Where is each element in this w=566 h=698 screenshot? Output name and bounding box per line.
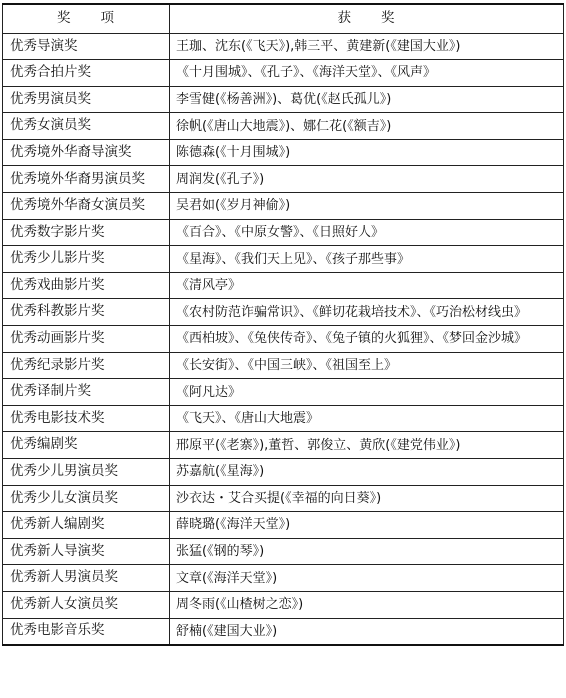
table-row <box>3 459 564 486</box>
table-row <box>3 86 564 113</box>
award-cell: 优秀境外华裔导演奖 <box>3 139 170 166</box>
award-cell: 优秀新人编剧奖 <box>3 512 170 539</box>
award-cell: 优秀女演员奖 <box>3 113 170 140</box>
award-cell: 优秀男演员奖 <box>3 86 170 113</box>
winners-cell: 吴君如(《岁月神偷》) <box>170 193 564 220</box>
winners-cell: 《阿凡达》 <box>170 379 564 406</box>
table-row <box>3 326 564 353</box>
winners-cell: 邢原平(《老寨》),董哲、郭俊立、黄欣(《建党伟业》) <box>170 432 564 459</box>
header-award: 奖 项 <box>3 4 170 33</box>
winners-cell: 文章(《海洋天堂》) <box>170 565 564 592</box>
table-row <box>3 538 564 565</box>
table-row <box>3 352 564 379</box>
table-body <box>3 33 564 645</box>
winners-cell: 《飞天》、《唐山大地震》 <box>170 405 564 432</box>
award-cell: 优秀译制片奖 <box>3 379 170 406</box>
table-row <box>3 379 564 406</box>
winners-cell: 张猛(《钢的琴》) <box>170 538 564 565</box>
table-row <box>3 60 564 87</box>
table-row <box>3 485 564 512</box>
winners-cell: 《星海》、《我们天上见》、《孩子那些事》 <box>170 246 564 273</box>
award-cell: 优秀动画影片奖 <box>3 326 170 353</box>
award-cell: 优秀电影技术奖 <box>3 405 170 432</box>
award-cell: 优秀少儿影片奖 <box>3 246 170 273</box>
table-row <box>3 33 564 60</box>
table-row <box>3 272 564 299</box>
award-cell: 优秀合拍片奖 <box>3 60 170 87</box>
winners-cell: 陈德森(《十月围城》) <box>170 139 564 166</box>
table-header <box>3 4 564 33</box>
header-row <box>3 4 564 33</box>
winners-cell: 舒楠(《建国大业》) <box>170 618 564 645</box>
winners-cell: 苏嘉航(《星海》) <box>170 459 564 486</box>
winners-cell: 周润发(《孔子》) <box>170 166 564 193</box>
winners-cell: 周冬雨(《山楂树之恋》) <box>170 591 564 618</box>
award-cell: 优秀少儿女演员奖 <box>3 485 170 512</box>
winners-cell: 薛晓璐(《海洋天堂》) <box>170 512 564 539</box>
table-row <box>3 591 564 618</box>
award-cell: 优秀新人女演员奖 <box>3 591 170 618</box>
award-cell: 优秀境外华裔男演员奖 <box>3 166 170 193</box>
table-row <box>3 299 564 326</box>
table-row <box>3 246 564 273</box>
table-row <box>3 166 564 193</box>
table-row <box>3 219 564 246</box>
award-cell: 优秀导演奖 <box>3 33 170 60</box>
award-cell: 优秀纪录影片奖 <box>3 352 170 379</box>
winners-cell: 沙衣达・艾合买提(《幸福的向日葵》) <box>170 485 564 512</box>
award-cell: 优秀电影音乐奖 <box>3 618 170 645</box>
award-cell: 优秀新人导演奖 <box>3 538 170 565</box>
table-row <box>3 565 564 592</box>
table-row <box>3 113 564 140</box>
winners-cell: 《西柏坡》、《兔侠传奇》、《兔子镇的火狐狸》、《梦回金沙城》 <box>170 326 564 353</box>
winners-cell: 《农村防范诈骗常识》、《鲜切花栽培技术》、《巧治松材线虫》 <box>170 299 564 326</box>
winners-cell: 《长安街》、《中国三峡》、《祖国至上》 <box>170 352 564 379</box>
table-row <box>3 405 564 432</box>
table-row <box>3 193 564 220</box>
winners-cell: 《十月围城》、《孔子》、《海洋天堂》、《风声》 <box>170 60 564 87</box>
header-winners: 获 奖 <box>170 4 564 33</box>
winners-cell: 《百合》、《中原女警》、《日照好人》 <box>170 219 564 246</box>
winners-cell: 《清风亭》 <box>170 272 564 299</box>
table-row <box>3 618 564 645</box>
winners-cell: 王珈、沈东(《飞天》),韩三平、黄建新(《建国大业》) <box>170 33 564 60</box>
table-row <box>3 432 564 459</box>
award-cell: 优秀境外华裔女演员奖 <box>3 193 170 220</box>
award-cell: 优秀少儿男演员奖 <box>3 459 170 486</box>
winners-cell: 徐帆(《唐山大地震》)、娜仁花(《额吉》) <box>170 113 564 140</box>
winners-cell: 李雪健(《杨善洲》)、葛优(《赵氏孤儿》) <box>170 86 564 113</box>
award-cell: 优秀科教影片奖 <box>3 299 170 326</box>
award-cell: 优秀新人男演员奖 <box>3 565 170 592</box>
table-row <box>3 512 564 539</box>
award-cell: 优秀戏曲影片奖 <box>3 272 170 299</box>
award-cell: 优秀数字影片奖 <box>3 219 170 246</box>
awards-table <box>2 3 564 646</box>
award-cell: 优秀编剧奖 <box>3 432 170 459</box>
table-row <box>3 139 564 166</box>
